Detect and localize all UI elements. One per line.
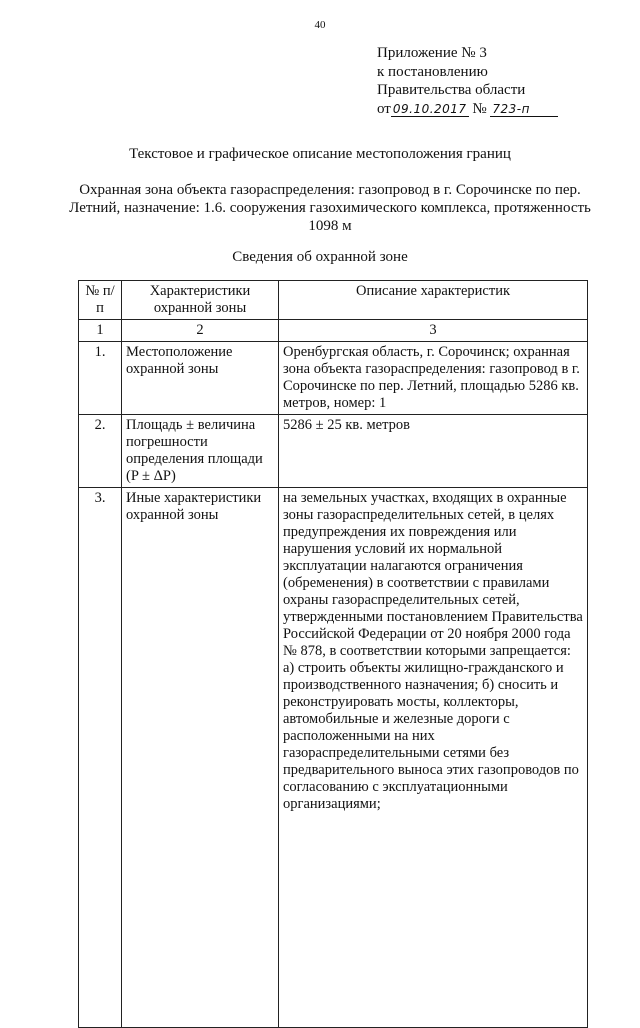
section-title: Сведения об охранной зоне	[232, 249, 408, 265]
index-cell: 3	[279, 320, 588, 342]
document-title: Текстовое и графическое описание местоположения границ	[129, 146, 511, 162]
handwritten-number: 723-п	[490, 102, 558, 117]
table-header-row	[79, 281, 588, 320]
index-cell: 2	[122, 320, 279, 342]
number-label: №	[472, 100, 487, 117]
header-description: Описание характеристик	[279, 281, 588, 320]
object-description: Охранная зона объекта газораспределения: газопровод в г. Сорочинске по пер. Летний, назначение: 1.6. сооружения газохимического комплекса, протяженность 1098 м	[69, 182, 591, 234]
row-description: на земельных участках, входящих в охранные зоны газораспределительных сетей, в целях предупреждения их повреждения или нарушения условий их нормальной эксплуатации налагаются ограничения (обременения) в соответствии с правилами охраны газораспределительных сетей, утвержденными постановлением Правительства Российской Федерации от 20 ноября 2000 года № 878, в соответствии которыми запрещается: а) строить объекты жилищно-гражданского и производственного назначения; б) сносить и реконструировать мосты, коллекторы, автомобильные и железные дороги с расположенными на них газораспределительными сетями без предварительного выноса этих газопроводов по согласованию с эксплуатационными организациями;	[279, 488, 588, 1028]
row-description: 5286 ± 25 кв. метров	[279, 415, 588, 488]
table-row	[79, 415, 588, 488]
row-characteristic: Иные характеристики охранной зоны	[122, 488, 279, 1028]
table-row	[79, 342, 588, 415]
handwritten-date: 09.10.2017	[392, 101, 467, 116]
header-number: № п/п	[79, 281, 122, 320]
header-characteristics: Характеристики охранной зоны	[122, 281, 279, 320]
row-number: 3.	[79, 488, 122, 1028]
row-number: 2.	[79, 415, 122, 488]
appendix-block	[377, 44, 558, 118]
appendix-resolution: к постановлению	[377, 63, 488, 80]
page-number: 40	[314, 19, 326, 31]
table-index-row	[79, 320, 588, 342]
index-cell: 1	[79, 320, 122, 342]
protection-zone-table	[78, 280, 588, 1028]
from-label: от	[377, 100, 391, 117]
row-characteristic: Площадь ± величина погрешности определения площади (P ± ΔP)	[122, 415, 279, 488]
appendix-title: Приложение № 3	[377, 45, 487, 61]
appendix-date-number	[377, 100, 558, 119]
appendix-authority: Правительства области	[377, 82, 526, 98]
row-characteristic: Местоположение охранной зоны	[122, 342, 279, 415]
row-number: 1.	[79, 342, 122, 415]
row-description: Оренбургская область, г. Сорочинск; охранная зона объекта газораспределения: газопровод в г. Сорочинске по пер. Летний, площадью 5286 кв. метров, номер: 1	[279, 342, 588, 415]
table-row	[79, 488, 588, 1028]
